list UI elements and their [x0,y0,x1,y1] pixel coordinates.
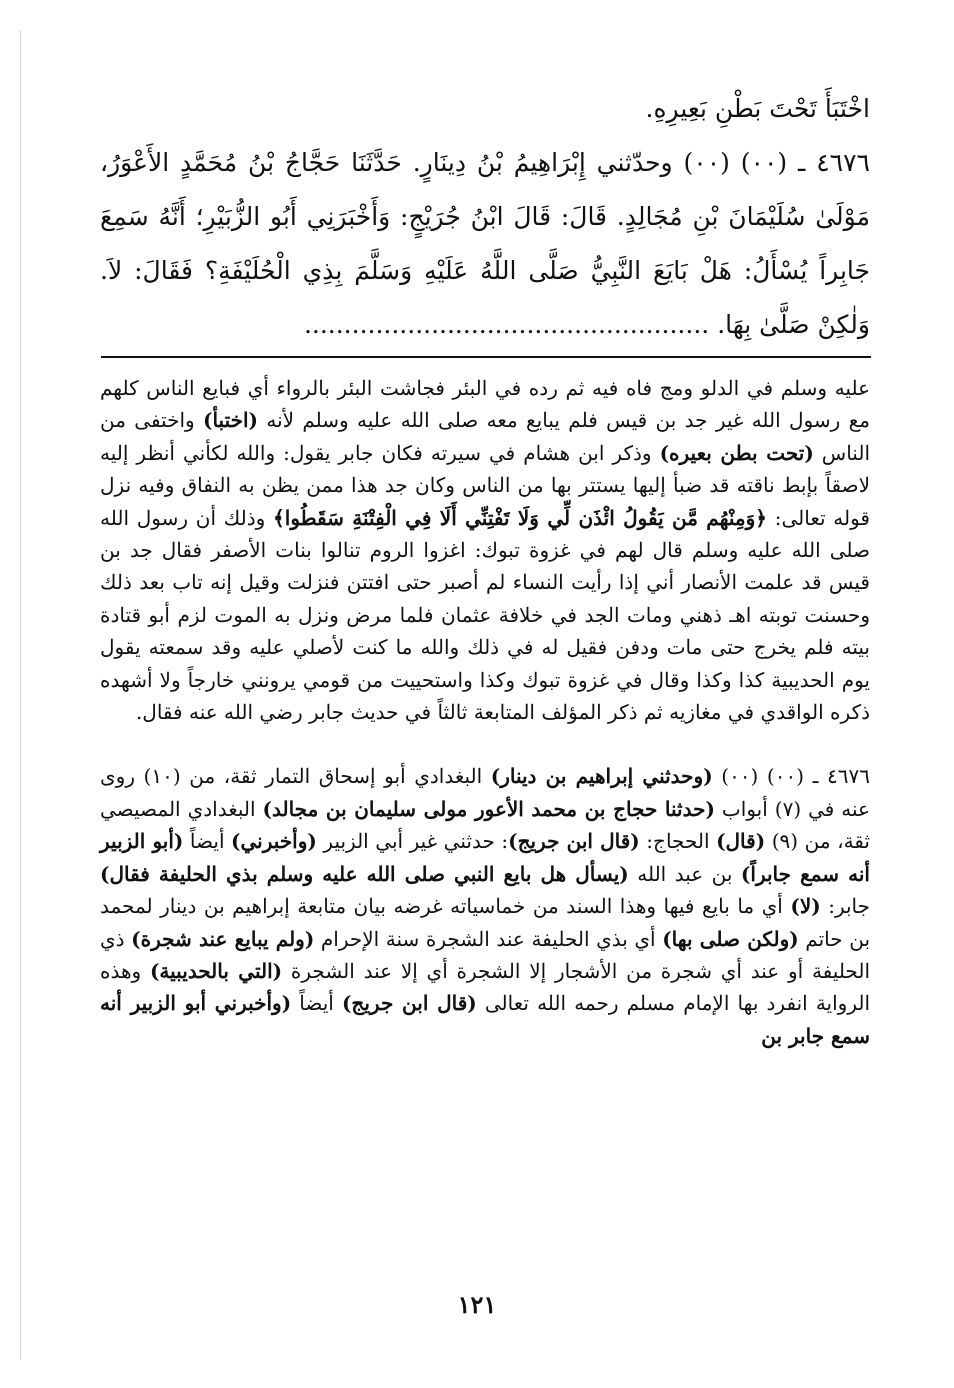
bold-run: (التي بالحديبية) [149,958,283,983]
quran-verse: ﴿وَمِنْهُم مَّن يَقُولُ ائْذَن لِّي وَلَا تَفْتِنِّي أَلَا فِي الْفِتْنَةِ سَقَطُوا﴾ [273,505,767,530]
bold-run: (قال ابن جريج) [508,829,640,854]
commentary-paragraph-2 [100,760,870,1052]
hadith-text-block [100,82,870,352]
text-run: ذي الحليفة أو عند أي شجرة من الأشجار إلا الشجرة أي إلا عند الشجرة [100,926,870,983]
text-run: جابر: [820,894,870,919]
bold-run: (ولكن صلى بها) [662,926,799,951]
bold-run: (أبو الزبير أنه سمع جابراً) [100,829,870,886]
text-run: أيضاً [291,991,342,1016]
text-run: بن عبد الله [628,861,741,886]
hadith-previous-ending: اخْتَبَأَ تَحْتَ بَطْنِ بَعِيرِهِ. [645,94,870,123]
bold-run: (يسأل هل بايع النبي صلى الله عليه وسلم بذي الحليفة فقال) [100,861,629,886]
paragraph-gap [100,728,870,760]
bold-run: (وحدثني إبراهيم بن دينار) [490,764,713,789]
commentary-paragraph-1 [100,372,870,728]
text-run: أي بذي الحليفة عند الشجرة سنة الإحرام [314,926,663,951]
text-run: أي ما بايع فيها وهذا السند من خماسياته غرضه بيان متابعة إبراهيم بن دينار لمحمد بن حاتم [100,894,871,951]
bold-run: (قال) [716,829,766,854]
hadith-number: ٤٦٧٦ ـ (٠٠) (٠٠) [683,148,870,177]
text-run: ٤٦٧٦ ـ (٠٠) (٠٠) [712,764,871,789]
bold-run: (اختبأ) [203,408,259,433]
ellipsis-dots: ................................................... [303,310,710,339]
bold-run: (لا) [790,894,821,919]
text-run: وذلك أن رسول الله صلى الله عليه وسلم قال لهم في غزوة تبوك: اغزوا الروم تنالوا بنات الأصفر فقال جد بن قيس قد علمت الأنصار أني إذا رأيت النساء لم أصبر حتى افتتن فنزلت وقيل إنه تاب بعد ذلك وحسنت توبته اهـ ذهني ومات الجد في خلافة عثمان فلما مرض ونزل به الموت لزم أبو قتادة بيته فلم يخرج حتى مات ودفن فقيل له في ذلك والله ما كنت لأصلي عليه وقد سمعته يقول يوم الحديبية كذا وكذا وقال في غزوة تبوك وكذا واستحييت من قومي يرونني خارجاً ولا أشهده ذكره الواقدي في مغازيه ثم ذكر المؤلف المتابعة ثالثاً في حديث جابر رضي الله عنه فقال. [100,505,870,725]
bold-run: (وأخبرني) [231,829,317,854]
text-run: البغدادي أبو إسحاق التمار ثقة، من (١٠) روى عنه في (٧) أبواب [100,764,870,821]
bold-run: (وأخبرني أبو الزبير أنه سمع جابر بن [100,991,870,1048]
text-run: الحجاج: [639,829,717,854]
bold-run: (ولم يبايع عند شجرة) [131,926,315,951]
bold-run: (قال ابن جريج) [341,991,477,1016]
scan-margin-line [20,30,21,1360]
text-run: واختفى من الناس [100,408,870,465]
page-number: ١٢١ [457,1290,497,1319]
bold-run: (تحت بطن بعيره) [659,440,814,465]
hadith-body: وحدّثني إِبْرَاهِيمُ بْنُ دِينَارٍ. حَدَّثَنَا حَجَّاجُ بْنُ مُحَمَّدٍ الأَعْوَرُ، مَوْلَىٰ سُلَيْمَانَ بْنِ مُجَالِدٍ. قَالَ: قَالَ ابْنُ جُرَيْجٍ: وَأَخْبَرَنِي أَبُو الزُّبَيْرِ؛ أَنَّهُ سَمِعَ جَابِراً يُسْأَلُ: هَلْ بَايَعَ النَّبِيُّ صَلَّى اللَّهُ عَلَيْهِ وَسَلَّمَ بِذِي الْحُلَيْفَةِ؟ فَقَالَ: لاَ. وَلٰكِنْ صَلَّىٰ بِهَا. [100,148,870,339]
text-run: وهذه الرواية انفرد بها الإمام مسلم رحمه الله تعالى [100,958,871,1016]
commentary-block [100,372,870,1052]
text-run: البغدادي المصيصي ثقة، من (٩) [100,796,870,854]
text-run: أيضاً [183,829,232,854]
text-run: : حدثني غير أبي الزبير [316,829,509,854]
text-run: وذكر ابن هشام في سيرته فكان جابر يقول: والله لكأني أنظر إليه لاصقاً بإبط ناقته قد ضبأ إليها يستتر بها من الناس وكان جد هذا ممن يظن به النفاق وفيه نزل قوله تعالى: [100,440,870,530]
bold-run: (حدثنا حجاج بن محمد الأعور مولى سليمان بن مجالد) [262,796,715,821]
hadith-4676 [100,136,870,352]
text-run: عليه وسلم في الدلو ومج فاه فيه ثم رده في البئر فجاشت البئر بالرواء أي فبايع الناس كلهم مع رسول الله غير جد بن قيس فلم يبايع معه صلى الله عليه وسلم لأنه [100,376,871,433]
separator-rule [101,356,871,358]
